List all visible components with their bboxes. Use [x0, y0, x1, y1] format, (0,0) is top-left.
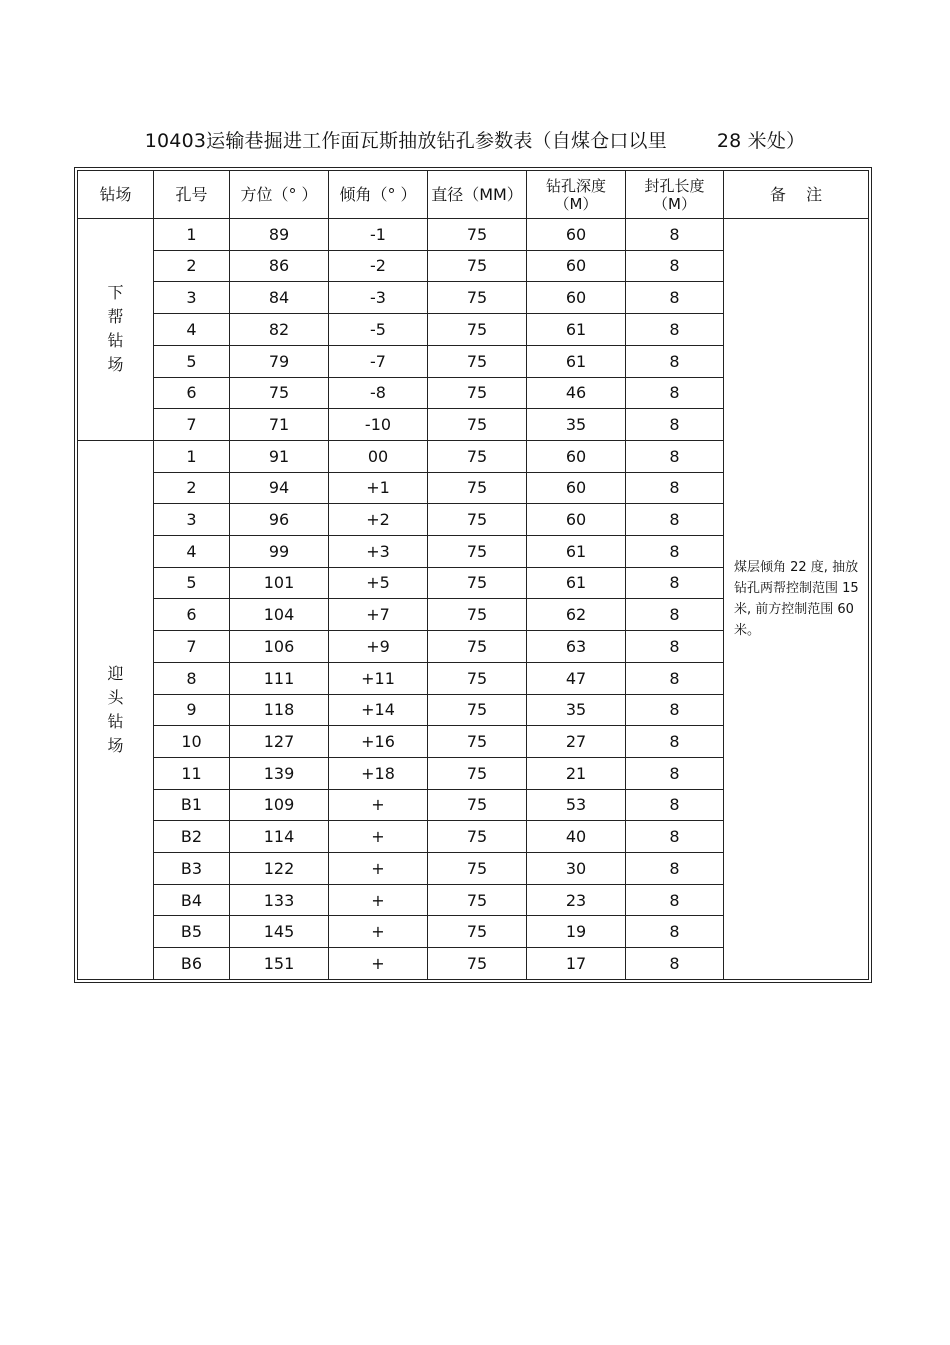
- cell-hole-no: 9: [154, 694, 230, 726]
- cell-seal: 8: [626, 536, 724, 568]
- cell-diameter: 75: [428, 282, 527, 314]
- cell-diameter: 75: [428, 314, 527, 346]
- cell-hole-no: 7: [154, 631, 230, 663]
- cell-seal: 8: [626, 757, 724, 789]
- cell-seal: 8: [626, 504, 724, 536]
- cell-hole-no: 5: [154, 567, 230, 599]
- header-site: 钻场: [78, 171, 154, 219]
- cell-diameter: 75: [428, 916, 527, 948]
- cell-seal: 8: [626, 726, 724, 758]
- cell-seal: 8: [626, 345, 724, 377]
- cell-dip: +: [329, 821, 428, 853]
- cell-dip: +14: [329, 694, 428, 726]
- cell-depth: 30: [527, 853, 626, 885]
- cell-dip: +9: [329, 631, 428, 663]
- cell-seal: 8: [626, 916, 724, 948]
- cell-depth: 61: [527, 345, 626, 377]
- cell-diameter: 75: [428, 821, 527, 853]
- cell-seal: 8: [626, 567, 724, 599]
- cell-depth: 23: [527, 884, 626, 916]
- cell-seal: 8: [626, 789, 724, 821]
- cell-diameter: 75: [428, 219, 527, 251]
- cell-seal: 8: [626, 853, 724, 885]
- cell-hole-no: 10: [154, 726, 230, 758]
- cell-depth: 40: [527, 821, 626, 853]
- cell-diameter: 75: [428, 631, 527, 663]
- cell-seal: 8: [626, 694, 724, 726]
- header-seal-line1: 封孔长度: [644, 176, 705, 195]
- cell-dip: -10: [329, 409, 428, 441]
- cell-diameter: 75: [428, 789, 527, 821]
- cell-seal: 8: [626, 662, 724, 694]
- cell-depth: 63: [527, 631, 626, 663]
- cell-depth: 35: [527, 409, 626, 441]
- cell-depth: 60: [527, 472, 626, 504]
- header-depth: [527, 171, 626, 219]
- header-depth-line2: （M）: [554, 194, 598, 213]
- cell-diameter: 75: [428, 853, 527, 885]
- header-seal-line2: （M）: [653, 194, 696, 213]
- group-label: 下帮钻场: [107, 283, 124, 375]
- cell-hole-no: 1: [154, 219, 230, 251]
- remark-cell: 煤层倾角 22 度, 抽放钻孔两帮控制范围 15 米, 前方控制范围 60 米。: [724, 219, 869, 980]
- cell-depth: 27: [527, 726, 626, 758]
- header-dip: 倾角（° ）: [329, 171, 428, 219]
- cell-diameter: 75: [428, 884, 527, 916]
- cell-dip: +1: [329, 472, 428, 504]
- cell-azimuth: 109: [230, 789, 329, 821]
- cell-seal: 8: [626, 219, 724, 251]
- cell-diameter: 75: [428, 504, 527, 536]
- parameter-table-frame: [74, 167, 872, 983]
- cell-azimuth: 104: [230, 599, 329, 631]
- group-label: 迎头钻场: [107, 663, 124, 755]
- cell-seal: 8: [626, 884, 724, 916]
- cell-azimuth: 99: [230, 536, 329, 568]
- cell-hole-no: 3: [154, 282, 230, 314]
- header-depth-line1: 钻孔深度: [545, 176, 606, 195]
- cell-dip: +18: [329, 757, 428, 789]
- cell-seal: 8: [626, 599, 724, 631]
- cell-diameter: 75: [428, 567, 527, 599]
- cell-azimuth: 133: [230, 884, 329, 916]
- cell-seal: 8: [626, 250, 724, 282]
- cell-depth: 17: [527, 948, 626, 980]
- cell-dip: -1: [329, 219, 428, 251]
- group-lower-side: [78, 219, 154, 441]
- cell-dip: -3: [329, 282, 428, 314]
- cell-seal: 8: [626, 440, 724, 472]
- cell-diameter: 75: [428, 472, 527, 504]
- page-title: 10403运输巷掘进工作面瓦斯抽放钻孔参数表（自煤仓口以里 28 米处）: [144, 130, 806, 152]
- cell-dip: -8: [329, 377, 428, 409]
- cell-azimuth: 75: [230, 377, 329, 409]
- cell-dip: +16: [329, 726, 428, 758]
- cell-hole-no: 11: [154, 757, 230, 789]
- cell-azimuth: 84: [230, 282, 329, 314]
- cell-diameter: 75: [428, 948, 527, 980]
- cell-depth: 19: [527, 916, 626, 948]
- cell-azimuth: 106: [230, 631, 329, 663]
- cell-depth: 46: [527, 377, 626, 409]
- cell-diameter: 75: [428, 536, 527, 568]
- cell-seal: 8: [626, 377, 724, 409]
- cell-dip: -7: [329, 345, 428, 377]
- cell-hole-no: 3: [154, 504, 230, 536]
- header-row: [78, 171, 869, 219]
- cell-hole-no: 8: [154, 662, 230, 694]
- cell-dip: +: [329, 853, 428, 885]
- cell-depth: 60: [527, 504, 626, 536]
- cell-azimuth: 94: [230, 472, 329, 504]
- cell-depth: 35: [527, 694, 626, 726]
- cell-hole-no: B3: [154, 853, 230, 885]
- cell-azimuth: 86: [230, 250, 329, 282]
- cell-hole-no: 7: [154, 409, 230, 441]
- cell-depth: 47: [527, 662, 626, 694]
- cell-dip: +11: [329, 662, 428, 694]
- table-row: [78, 219, 869, 251]
- cell-depth: 53: [527, 789, 626, 821]
- cell-dip: +5: [329, 567, 428, 599]
- cell-dip: +7: [329, 599, 428, 631]
- cell-azimuth: 82: [230, 314, 329, 346]
- header-seal: [626, 171, 724, 219]
- cell-seal: 8: [626, 631, 724, 663]
- cell-hole-no: 6: [154, 377, 230, 409]
- cell-diameter: 75: [428, 694, 527, 726]
- cell-depth: 62: [527, 599, 626, 631]
- cell-seal: 8: [626, 282, 724, 314]
- cell-dip: +3: [329, 536, 428, 568]
- cell-depth: 60: [527, 282, 626, 314]
- cell-dip: +: [329, 916, 428, 948]
- cell-hole-no: 2: [154, 250, 230, 282]
- header-hole-no: 孔号: [154, 171, 230, 219]
- cell-diameter: 75: [428, 599, 527, 631]
- cell-diameter: 75: [428, 409, 527, 441]
- cell-azimuth: 111: [230, 662, 329, 694]
- cell-seal: 8: [626, 409, 724, 441]
- cell-depth: 61: [527, 567, 626, 599]
- cell-dip: +: [329, 884, 428, 916]
- cell-azimuth: 139: [230, 757, 329, 789]
- group-heading: [78, 440, 154, 979]
- cell-depth: 60: [527, 219, 626, 251]
- cell-hole-no: 4: [154, 536, 230, 568]
- cell-hole-no: 5: [154, 345, 230, 377]
- cell-diameter: 75: [428, 250, 527, 282]
- cell-hole-no: B4: [154, 884, 230, 916]
- cell-azimuth: 91: [230, 440, 329, 472]
- header-diameter: 直径（MM）: [428, 171, 527, 219]
- drilling-parameter-table: [77, 170, 869, 980]
- cell-dip: +2: [329, 504, 428, 536]
- cell-azimuth: 89: [230, 219, 329, 251]
- cell-dip: -5: [329, 314, 428, 346]
- header-azimuth: 方位（° ）: [230, 171, 329, 219]
- cell-seal: 8: [626, 472, 724, 504]
- cell-seal: 8: [626, 821, 724, 853]
- cell-depth: 21: [527, 757, 626, 789]
- cell-diameter: 75: [428, 377, 527, 409]
- cell-diameter: 75: [428, 662, 527, 694]
- cell-diameter: 75: [428, 440, 527, 472]
- cell-diameter: 75: [428, 757, 527, 789]
- cell-hole-no: B6: [154, 948, 230, 980]
- cell-depth: 60: [527, 440, 626, 472]
- cell-depth: 61: [527, 536, 626, 568]
- cell-hole-no: 6: [154, 599, 230, 631]
- cell-diameter: 75: [428, 726, 527, 758]
- cell-azimuth: 101: [230, 567, 329, 599]
- cell-hole-no: B2: [154, 821, 230, 853]
- cell-azimuth: 145: [230, 916, 329, 948]
- cell-depth: 61: [527, 314, 626, 346]
- cell-hole-no: 2: [154, 472, 230, 504]
- cell-azimuth: 118: [230, 694, 329, 726]
- cell-dip: 00: [329, 440, 428, 472]
- cell-hole-no: 4: [154, 314, 230, 346]
- cell-azimuth: 71: [230, 409, 329, 441]
- cell-azimuth: 114: [230, 821, 329, 853]
- cell-azimuth: 122: [230, 853, 329, 885]
- cell-seal: 8: [626, 948, 724, 980]
- cell-hole-no: B1: [154, 789, 230, 821]
- header-remark: 备 注: [724, 171, 869, 219]
- cell-dip: +: [329, 789, 428, 821]
- cell-azimuth: 96: [230, 504, 329, 536]
- cell-seal: 8: [626, 314, 724, 346]
- cell-hole-no: 1: [154, 440, 230, 472]
- cell-depth: 60: [527, 250, 626, 282]
- cell-dip: +: [329, 948, 428, 980]
- cell-hole-no: B5: [154, 916, 230, 948]
- cell-dip: -2: [329, 250, 428, 282]
- cell-azimuth: 79: [230, 345, 329, 377]
- cell-diameter: 75: [428, 345, 527, 377]
- cell-azimuth: 127: [230, 726, 329, 758]
- cell-azimuth: 151: [230, 948, 329, 980]
